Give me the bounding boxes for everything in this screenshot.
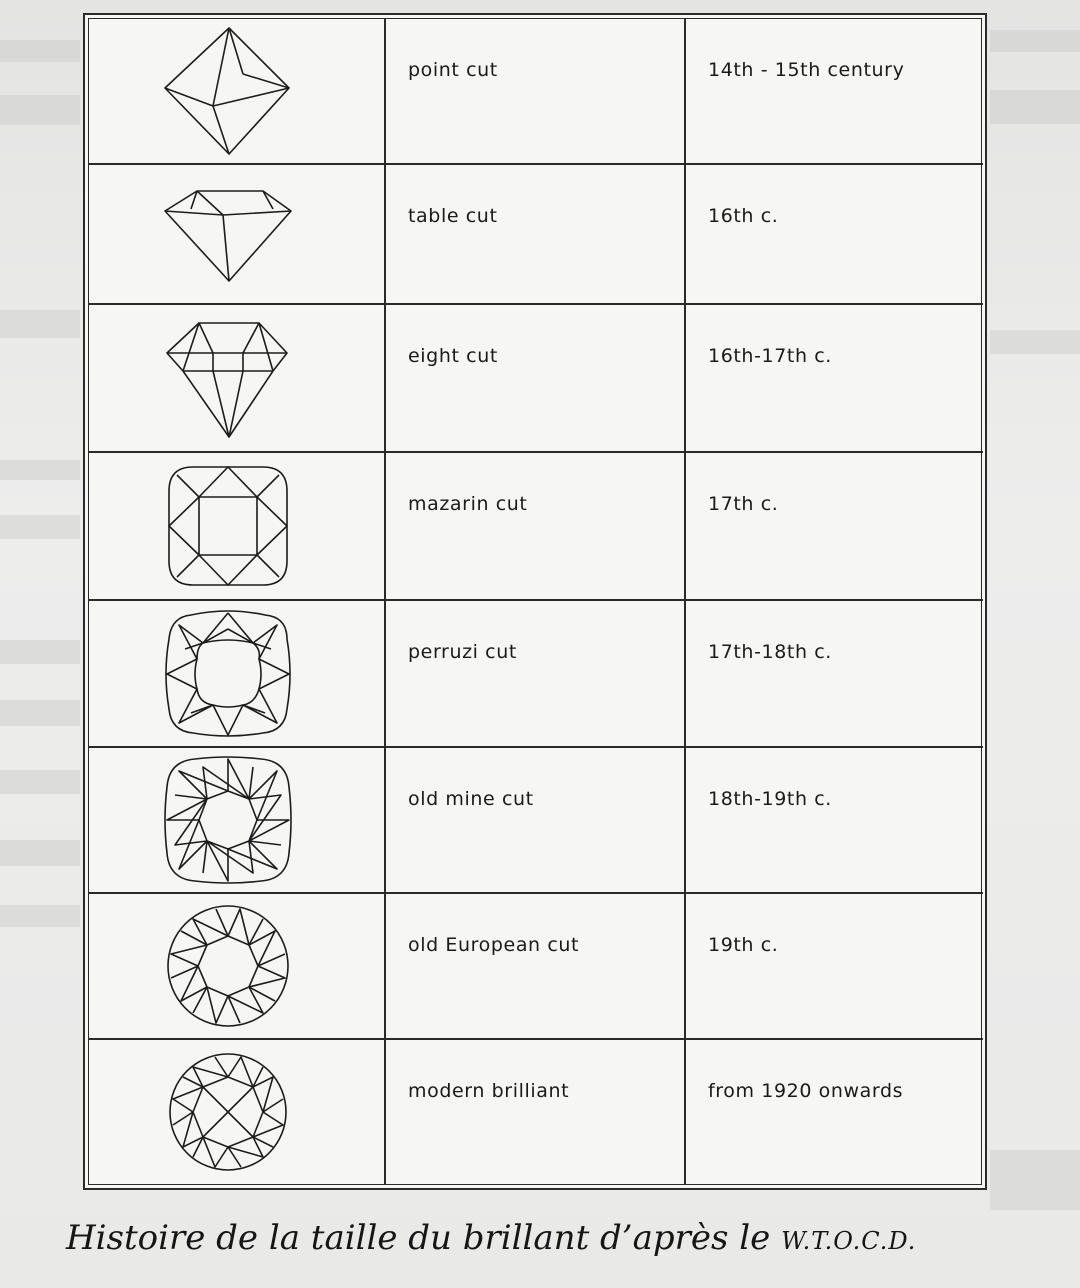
cut-period: 17th-18th c. xyxy=(708,641,832,663)
table-row xyxy=(89,305,983,453)
drawing-cell xyxy=(89,894,386,1038)
drawing-cell xyxy=(89,601,386,746)
cut-name: old mine cut xyxy=(408,788,534,810)
table-row xyxy=(89,1040,983,1184)
cut-name: point cut xyxy=(408,59,498,81)
table-row xyxy=(89,453,983,601)
period-cell xyxy=(686,1040,983,1184)
cut-period: from 1920 onwards xyxy=(708,1080,904,1102)
name-cell xyxy=(386,305,686,451)
drawing-cell xyxy=(89,748,386,892)
name-cell xyxy=(386,19,686,163)
period-cell xyxy=(686,453,983,599)
drawing-cell xyxy=(89,1040,386,1184)
cut-period: 16th c. xyxy=(708,205,779,227)
table-cut-diamond-icon xyxy=(163,169,293,299)
period-cell xyxy=(686,305,983,451)
cut-name: mazarin cut xyxy=(408,493,528,515)
name-cell xyxy=(386,165,686,303)
modern-brilliant-diamond-icon xyxy=(163,1047,293,1177)
figure-caption xyxy=(66,1218,1066,1258)
name-cell xyxy=(386,894,686,1038)
cut-period: 16th-17th c. xyxy=(708,345,832,367)
point-cut-diamond-icon xyxy=(163,26,293,156)
cut-name: old European cut xyxy=(408,934,580,956)
cut-period: 17th c. xyxy=(708,493,779,515)
table-row xyxy=(89,19,983,165)
cut-name: table cut xyxy=(408,205,498,227)
cut-name: perruzi cut xyxy=(408,641,517,663)
table-row xyxy=(89,165,983,305)
drawing-cell xyxy=(89,19,386,163)
name-cell xyxy=(386,601,686,746)
drawing-cell xyxy=(89,305,386,451)
name-cell xyxy=(386,453,686,599)
table-row xyxy=(89,601,983,748)
eight-cut-diamond-icon xyxy=(163,313,293,443)
caption-text: Histoire de la taille du brillant d’après le xyxy=(66,1218,771,1258)
drawing-cell xyxy=(89,453,386,599)
cut-name: eight cut xyxy=(408,345,498,367)
period-cell xyxy=(686,894,983,1038)
table-row xyxy=(89,894,983,1040)
period-cell xyxy=(686,165,983,303)
mazarin-cut-diamond-icon xyxy=(163,461,293,591)
cut-name: modern brilliant xyxy=(408,1080,570,1102)
perruzi-cut-diamond-icon xyxy=(163,609,293,739)
name-cell xyxy=(386,748,686,892)
old-european-cut-diamond-icon xyxy=(163,901,293,1031)
period-cell xyxy=(686,748,983,892)
cut-period: 14th - 15th century xyxy=(708,59,905,81)
cut-period: 19th c. xyxy=(708,934,779,956)
caption-source: W.T.O.C.D. xyxy=(781,1227,917,1255)
name-cell xyxy=(386,1040,686,1184)
period-cell xyxy=(686,19,983,163)
diamond-cut-history-table xyxy=(83,13,987,1190)
table-row xyxy=(89,748,983,894)
old-mine-cut-diamond-icon xyxy=(163,755,293,885)
period-cell xyxy=(686,601,983,746)
cut-period: 18th-19th c. xyxy=(708,788,832,810)
drawing-cell xyxy=(89,165,386,303)
